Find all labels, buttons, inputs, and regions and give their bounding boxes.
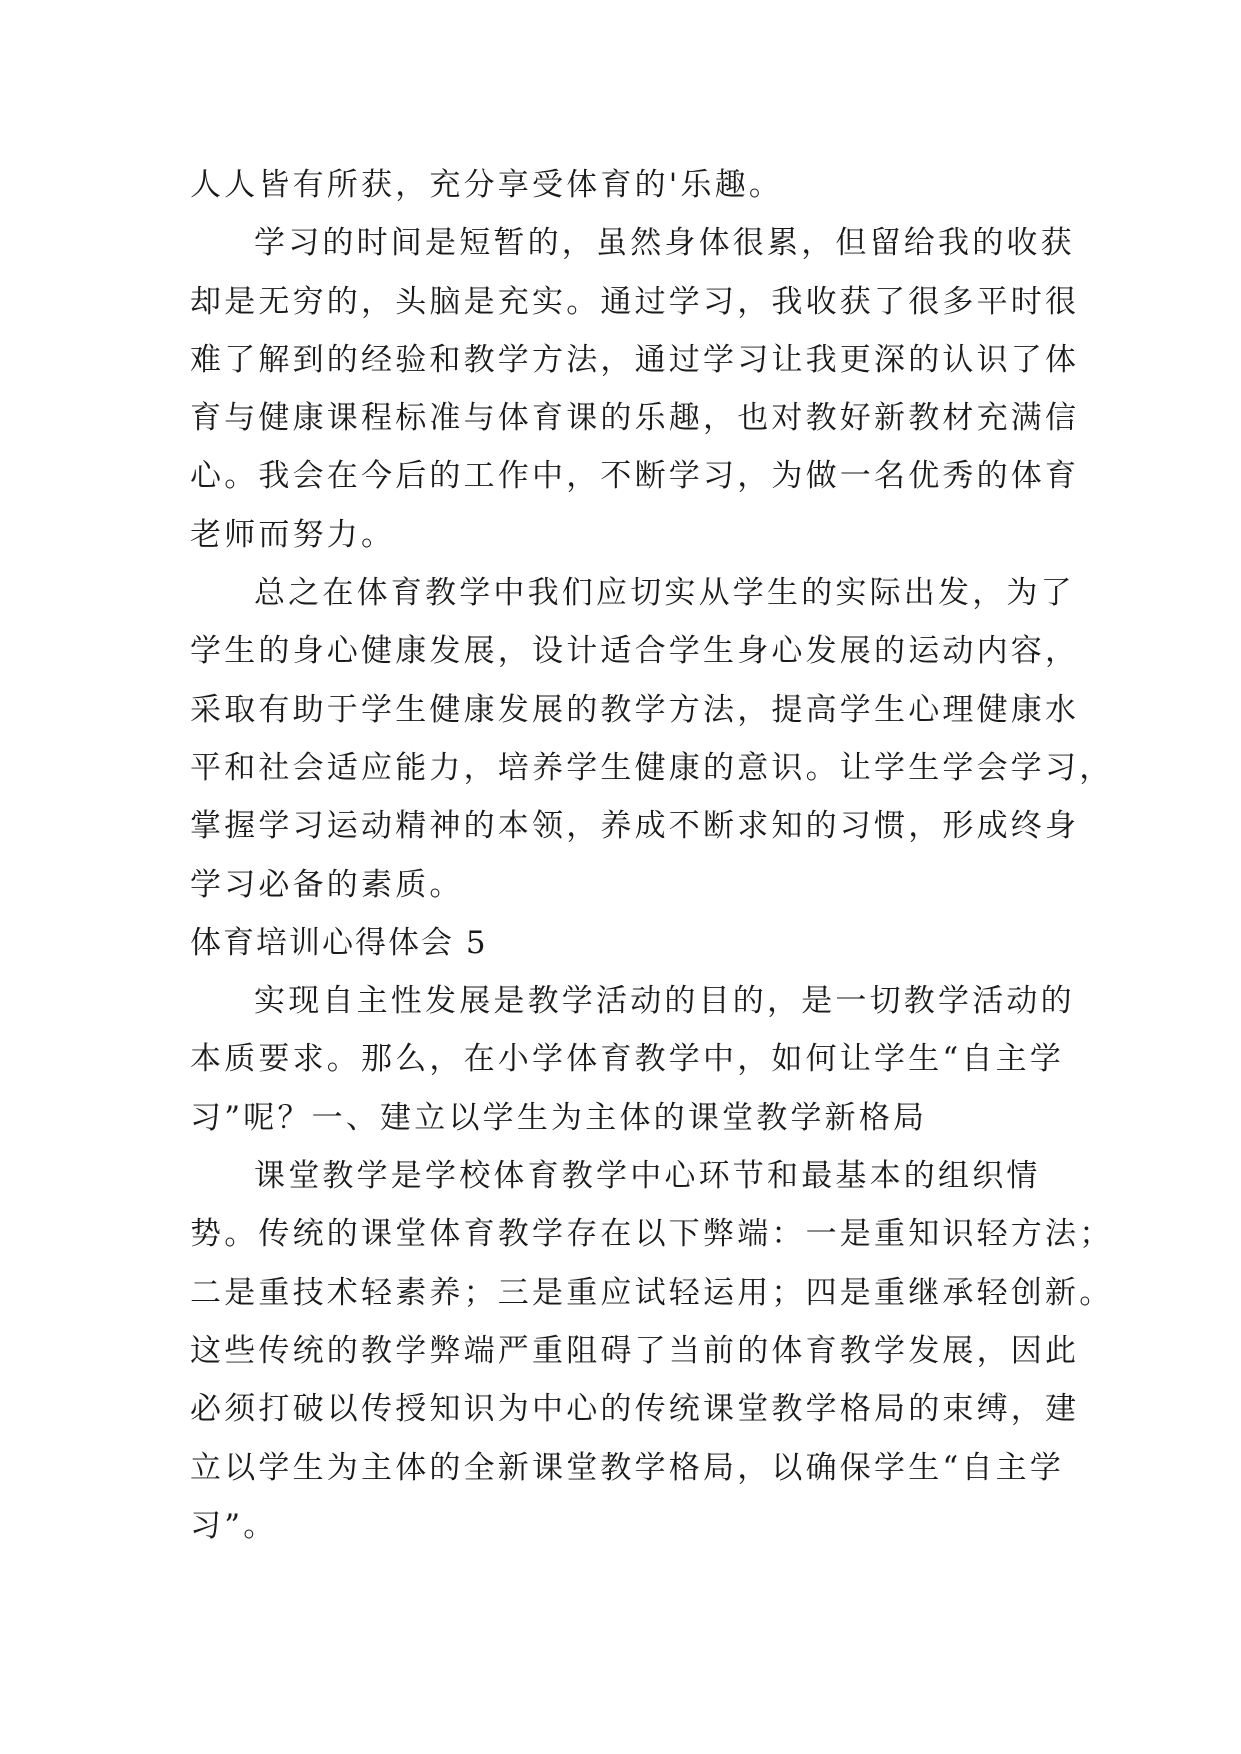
text-line: 老师而努力。 — [190, 516, 396, 553]
text-line: 二是重技术轻素养；三是重应试轻运用；四是重继承轻创新。 — [190, 1274, 1114, 1311]
paragraph-first-line: 总之在体育教学中我们应切实从学生的实际出发，为了 — [254, 575, 1075, 612]
text-line: 难了解到的经验和教学方法，通过学习让我更深的认识了体 — [190, 341, 1080, 378]
text-line: 习”。 — [190, 1507, 278, 1544]
paragraph-first-line: 实现自主性发展是教学活动的目的，是一切教学活动的 — [254, 983, 1075, 1020]
text-line: 却是无穷的，头脑是充实。通过学习，我收获了很多平时很 — [190, 283, 1080, 320]
text-line: 采取有助于学生健康发展的教学方法，提高学生心理健康水 — [190, 691, 1080, 728]
text-line: 心。我会在今后的工作中，不断学习，为做一名优秀的体育 — [190, 458, 1080, 495]
text-line: 必须打破以传授知识为中心的传统课堂教学格局的束缚，建 — [190, 1391, 1080, 1428]
text-line: 势。传统的课堂体育教学存在以下弊端：一是重知识轻方法； — [190, 1216, 1114, 1253]
document-page — [190, 156, 1114, 1555]
text-line: 学生的身心健康发展，设计适合学生身心发展的运动内容， — [190, 633, 1080, 670]
paragraph-first-line: 课堂教学是学校体育教学中心环节和最基本的组织情 — [254, 1158, 1041, 1195]
text-line: 这些传统的教学弊端严重阻碍了当前的体育教学发展，因此 — [190, 1332, 1080, 1369]
text-line: 立以学生为主体的全新课堂教学格局，以确保学生“自主学 — [190, 1449, 1065, 1486]
section-heading: 体育培训心得体会 5 — [190, 924, 488, 961]
text-line: 本质要求。那么，在小学体育教学中，如何让学生“自主学 — [190, 1041, 1065, 1078]
text-line: 学习必备的素质。 — [190, 866, 464, 903]
paragraph-first-line: 学习的时间是短暂的，虽然身体很累，但留给我的收获 — [254, 225, 1075, 262]
text-line: 习”呢？一、建立以学生为主体的课堂教学新格局 — [190, 1099, 928, 1136]
text-line: 掌握学习运动精神的本领，养成不断求知的习惯，形成终身 — [190, 808, 1080, 845]
text-line: 人人皆有所获，充分享受体育的'乐趣。 — [190, 167, 784, 203]
text-line: 平和社会适应能力，培养学生健康的意识。让学生学会学习， — [190, 749, 1114, 786]
text-line: 育与健康课程标准与体育课的乐趣，也对教好新教材充满信 — [190, 400, 1080, 437]
